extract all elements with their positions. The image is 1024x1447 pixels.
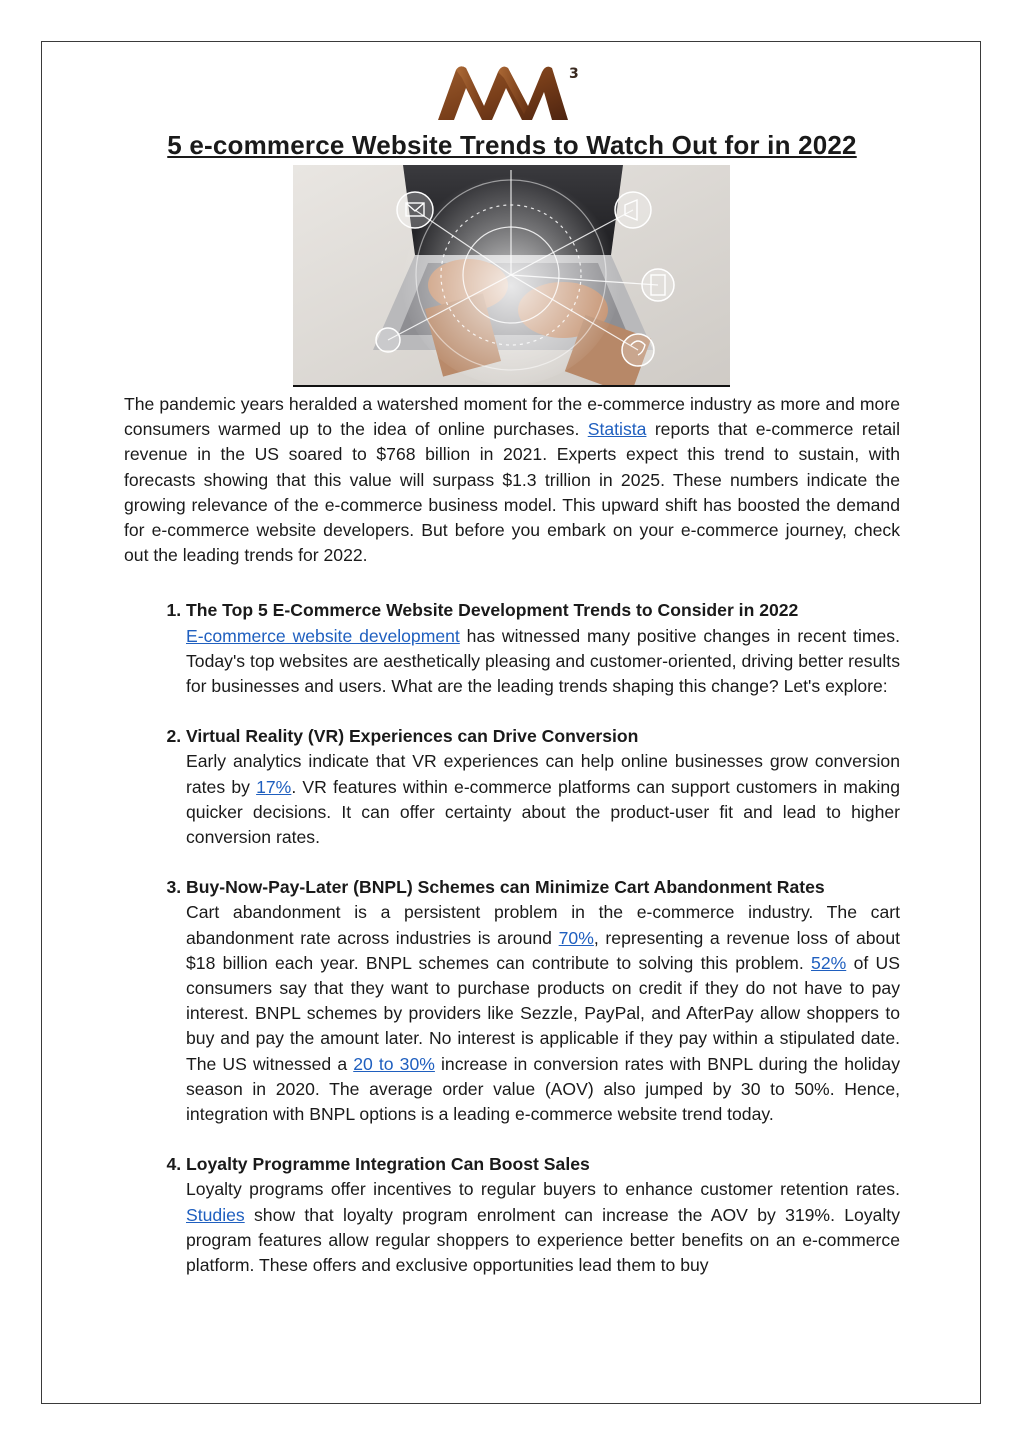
studies-link[interactable]: Studies xyxy=(186,1204,245,1225)
brand-logo xyxy=(436,62,586,124)
conversion-20-30-percent-link[interactable]: 20 to 30% xyxy=(353,1053,435,1074)
list-item xyxy=(186,598,900,699)
trend-heading: 2. Virtual Reality (VR) Experiences can Drive Conversion xyxy=(186,726,639,747)
trend-text: Loyalty programs offer incentives to regular buyers to enhance customer retention rates. xyxy=(186,1179,900,1200)
trend-text: show that loyalty program enrolment can increase the AOV by 319%. Loyalty program features allow regular shoppers to experience better benefits on an e-commerce platform. These offers and exclusive opportunities lead them to buy xyxy=(186,1204,900,1276)
trends-list xyxy=(124,598,900,1278)
intro-text-1: The pandemic years heralded a watershed moment for the e-commerce industry as more and more consumers warmed up to the idea of online purchases. xyxy=(124,394,900,440)
trend-heading: 1. The Top 5 E-Commerce Website Development Trends to Consider in 2022 xyxy=(186,600,799,621)
list-item xyxy=(186,1152,900,1278)
statista-link[interactable]: Statista xyxy=(587,419,647,440)
cart-70-percent-link[interactable]: 70% xyxy=(558,927,594,948)
ecommerce-development-link[interactable]: E-commerce website development xyxy=(186,625,460,646)
list-item xyxy=(186,875,900,1127)
trend-text: . VR features within e-commerce platforms can support customers in making quicker decisions. It can offer certainty about the product-user fit and lead to higher conversion rates. xyxy=(186,776,900,848)
hero-image xyxy=(293,165,730,387)
intro-text-2: reports that e-commerce retail revenue in the US soared to $768 billion in 2021. Experts expect this trend to sustain, with forecasts showing that this value will surpass $1.3 trillion in 2025. These numbers indicate the growing relevance of the e-commerce business model. This upward shift has boosted the demand for e-commerce website developers. But before you embark on your e-commerce journey, check out the leading trends for 2022. xyxy=(124,419,900,566)
trend-text: increase in conversion rates with BNPL during the holiday season in 2020. The average order value (AOV) also jumped by 30 to 50%. Hence, integration with BNPL options is a leading e-commerce website trend today. xyxy=(186,1053,900,1125)
page-title: 5 e-commerce Website Trends to Watch Out for in 2022 xyxy=(167,130,857,160)
article-body xyxy=(124,392,900,1303)
list-item xyxy=(186,724,900,850)
trend-text: of US consumers say that they want to purchase products on credit if they do not have to pay interest. BNPL schemes by providers like Sezzle, PayPal, and AfterPay allow shoppers to buy and pay the amount later. No interest is applicable if they pay within a stipulated date. The US witnessed a xyxy=(186,952,900,1074)
trend-text: Early analytics indicate that VR experiences can help online businesses grow conversion rates by xyxy=(186,751,900,797)
trend-heading: 4. Loyalty Programme Integration Can Boost Sales xyxy=(186,1154,590,1175)
intro-paragraph xyxy=(124,392,900,568)
trend-text: has witnessed many positive changes in recent times. Today's top websites are aesthetically pleasing and customer-oriented, driving better results for businesses and users. What are the leading trends shaping this change? Let's explore: xyxy=(186,625,900,697)
consumers-52-percent-link[interactable]: 52% xyxy=(811,952,847,973)
vr-17-percent-link[interactable]: 17% xyxy=(256,776,292,797)
trend-heading: 3. Buy-Now-Pay-Later (BNPL) Schemes can Minimize Cart Abandonment Rates xyxy=(186,877,825,898)
logo-superscript: 3 xyxy=(569,66,579,82)
trend-text: Cart abandonment is a persistent problem in the e-commerce industry. The cart abandonment rate across industries is around xyxy=(186,902,900,948)
trend-text: , representing a revenue loss of about $18 billion each year. BNPL schemes can contribute to solving this problem. xyxy=(186,927,901,973)
